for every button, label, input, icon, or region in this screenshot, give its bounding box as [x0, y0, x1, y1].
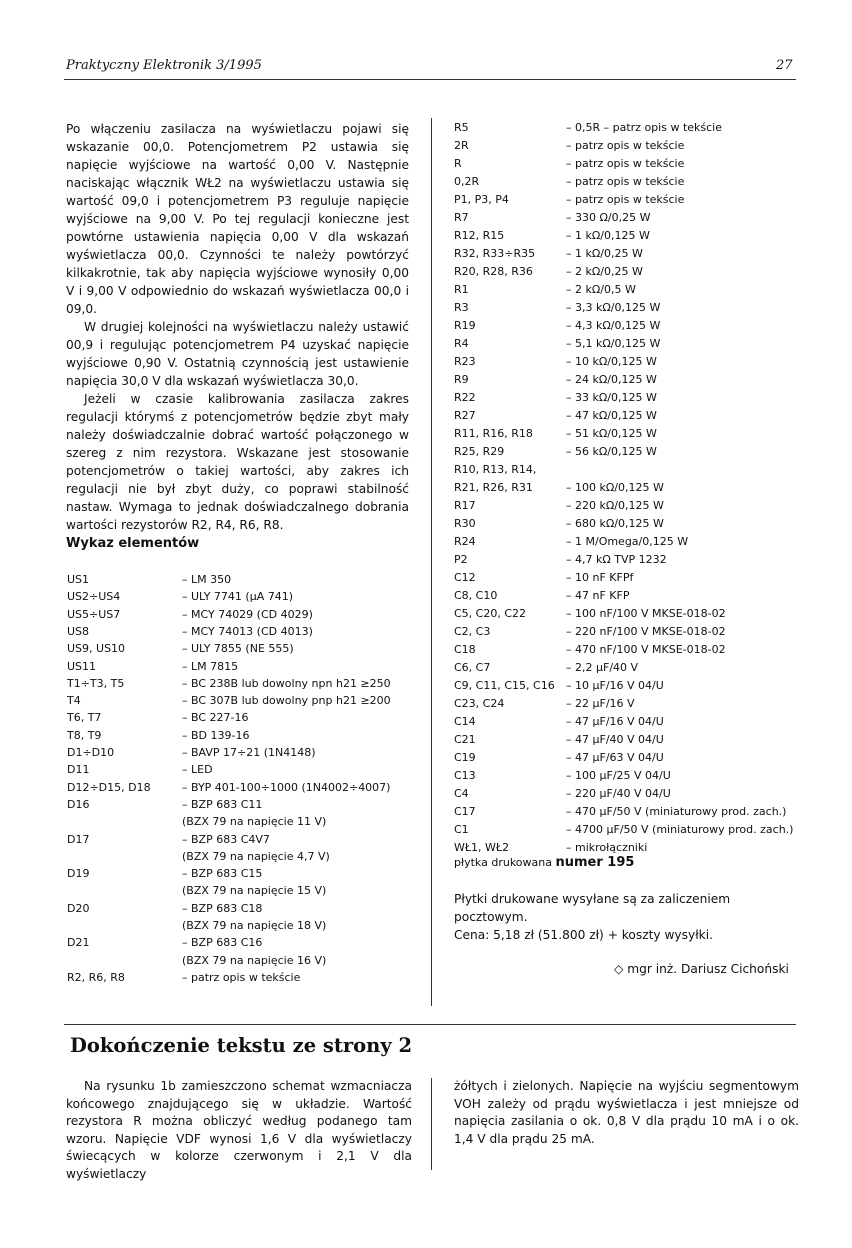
part-ref: R20, R28, R36	[454, 265, 533, 278]
shipping-text: Płytki drukowane wysyłane są za zaliczeniem pocztowym.	[454, 892, 731, 924]
part-value: – 1 kΩ/0,125 W	[566, 229, 650, 242]
part-ref: R10, R13, R14,	[454, 463, 537, 476]
part-ref: US11	[67, 659, 97, 673]
part-ref: T4	[67, 694, 81, 708]
part-ref: R5	[454, 121, 469, 134]
part-ref: R12, R15	[454, 229, 505, 242]
part-value: – 10 kΩ/0,125 W	[566, 355, 657, 368]
part-value: – 100 μF/25 V 04/U	[566, 769, 671, 782]
paragraph: Jeżeli w czasie kalibrowania zasilacza zakres regulacji którymś z potencjometrów będzie zbyt mały należy doświadczalnie dobrać wartość połączonego w szereg z nim rezystora. Wskazane jest stosowanie potencjometrów o takiej wartości, aby zakres ich regulacji nie był zbyt duży, co poprawi stabilność nastaw. Wymaga to jednak doświadczalnego dobrania wartości rezystorów R2, R4, R6, R8.	[66, 392, 409, 532]
part-ref: R21, R26, R31	[454, 481, 533, 494]
continuation-left-text: Na rysunku 1b zamieszczono schemat wzmacniacza końcowego znajdującego się w układzie. Wartość rezystora R można obliczyć według podanego tam wzoru. Napięcie VDF wynosi 1,6 V dla wyświetlaczy świecących w kolorze czerwonym i 2,1 V dla wyświetlaczy	[66, 1079, 412, 1181]
part-value: (BZX 79 na napięcie 15 V)	[182, 884, 327, 898]
part-ref: R22	[454, 391, 476, 404]
part-ref: T8, T9	[67, 728, 102, 742]
part-ref: R19	[454, 319, 476, 332]
part-ref: C4	[454, 787, 469, 800]
part-value: – 10 nF KFPf	[566, 571, 634, 584]
paragraph: Po włączeniu zasilacza na wyświetlaczu pojawi się wskazanie 00,0. Potencjometrem P2 ustawia się napięcie wyjściowe na wartość 0,00 V. Następnie naciskając włącznik WŁ2 na wyświetlaczu ustawia się wartość 09,0 i potencjometrem P3 reguluje napięcie wyjściowe na 9,00 V. Po tej regulacji konieczne jest powtórne ustawienia napięcia 0,00 V dla wskazań wyświetlacza 00,0. Czynności te należy powtórzyć kilkakrotnie, tak aby napięcia wyjściowe wynosiły 0,00 V i 9,00 V odpowiednio do wskazań wyświetlacza 00,0 i 09,0.	[66, 122, 409, 316]
part-ref: C13	[454, 769, 476, 782]
part-ref: D21	[67, 936, 90, 950]
column-divider-bottom	[431, 1078, 432, 1170]
part-value: – 0,5R – patrz opis w tekście	[566, 121, 722, 134]
part-ref: R17	[454, 499, 476, 512]
part-ref: R23	[454, 355, 476, 368]
part-ref: C23, C24	[454, 697, 505, 710]
part-value: – 47 μF/63 V 04/U	[566, 751, 664, 764]
part-value: (BZX 79 na napięcie 18 V)	[182, 919, 327, 932]
part-value: – 2 kΩ/0,5 W	[566, 283, 636, 296]
part-value: – 330 Ω/0,25 W	[566, 211, 651, 224]
part-value: – 10 μF/16 V 04/U	[566, 679, 664, 692]
part-value: – 47 μF/16 V 04/U	[566, 715, 664, 728]
part-ref: R25, R29	[454, 445, 505, 458]
part-ref: D17	[67, 832, 90, 846]
part-ref: R4	[454, 337, 469, 350]
part-value: – 33 kΩ/0,125 W	[566, 391, 657, 404]
page-number: 27	[776, 58, 793, 73]
part-ref: C9, C11, C15, C16	[454, 679, 555, 692]
part-value: – 470 nF/100 V MKSE-018-02	[566, 643, 726, 656]
part-value: – 47 μF/40 V 04/U	[566, 733, 664, 746]
part-ref: R2, R6, R8	[67, 970, 125, 984]
part-value: – BZP 683 C16	[182, 936, 263, 950]
part-ref: WŁ1, WŁ2	[454, 841, 510, 854]
part-value: – BC 227-16	[182, 711, 249, 725]
part-value: – 47 kΩ/0,125 W	[566, 409, 657, 422]
continuation-right-text: żółtych i zielonych. Napięcie na wyjściu segmentowym VOH zależy od prądu wyświetlacza i jest mniejsze od napięcia zasilania o ok. 0,8 V dla prądu 10 mA i o ok. 1,4 V dla prądu 25 mA.	[454, 1079, 799, 1146]
part-ref: T1÷T3, T5	[67, 676, 125, 690]
part-value: – 220 nF/100 V MKSE-018-02	[566, 625, 726, 638]
part-ref: T6, T7	[67, 711, 102, 725]
section-rule	[64, 1024, 796, 1025]
part-ref: R9	[454, 373, 469, 386]
part-value: – LM 7815	[182, 659, 239, 673]
parts-list-title: Wykaz elementów	[66, 536, 200, 551]
part-value: – BZP 683 C11	[182, 797, 263, 811]
part-ref: US8	[67, 624, 90, 638]
part-value: – 51 kΩ/0,125 W	[566, 427, 657, 440]
part-value: – LM 350	[182, 573, 232, 586]
part-ref: P1, P3, P4	[454, 193, 509, 206]
part-value: – 220 μF/40 V 04/U	[566, 787, 671, 800]
part-ref: C21	[454, 733, 476, 746]
part-ref: C18	[454, 643, 476, 656]
pcb-number	[454, 855, 634, 870]
part-ref: R3	[454, 301, 469, 314]
part-ref: R7	[454, 211, 469, 224]
part-ref: R1	[454, 283, 469, 296]
part-value: – MCY 74013 (CD 4013)	[182, 624, 313, 638]
part-value: – MCY 74029 (CD 4029)	[182, 607, 313, 621]
part-ref: 0,2R	[454, 175, 480, 188]
part-ref: C6, C7	[454, 661, 491, 674]
continuation-title: Dokończenie tekstu ze strony 2	[70, 1034, 413, 1057]
part-ref: 2R	[454, 139, 469, 152]
part-value: – 220 kΩ/0,125 W	[566, 499, 664, 512]
part-ref: D19	[67, 867, 90, 881]
part-value: (BZX 79 na napięcie 16 V)	[182, 953, 327, 967]
part-ref: US5÷US7	[67, 607, 121, 621]
part-ref: C17	[454, 805, 476, 818]
header-rule	[64, 79, 796, 80]
part-ref: D11	[67, 763, 90, 777]
part-ref: R	[454, 157, 462, 170]
part-value: – LED	[182, 763, 213, 777]
part-value: – BYP 401-100÷1000 (1N4002÷4007)	[182, 780, 391, 794]
part-value: – BZP 683 C18	[182, 901, 263, 915]
part-value: – patrz opis w tekście	[182, 970, 301, 984]
part-ref: C12	[454, 571, 476, 584]
part-ref: D12÷D15, D18	[67, 780, 151, 794]
part-ref: US9, US10	[67, 642, 126, 656]
part-value: – 4,3 kΩ/0,125 W	[566, 319, 661, 332]
part-value: – 100 kΩ/0,125 W	[566, 481, 664, 494]
part-value: – mikrołączniki	[566, 841, 648, 854]
pcb-prefix: płytka drukowana	[454, 856, 556, 869]
part-value: – patrz opis w tekście	[566, 139, 685, 152]
pcb-number-value: numer 195	[555, 855, 635, 870]
part-value: – 4700 μF/50 V (miniaturowy prod. zach.)	[566, 823, 794, 836]
part-value: – 2,2 μF/40 V	[566, 661, 639, 674]
part-ref: US2÷US4	[67, 590, 121, 604]
part-value: – patrz opis w tekście	[566, 175, 685, 188]
part-value: – 100 nF/100 V MKSE-018-02	[566, 607, 726, 620]
journal-title: Praktyczny Elektronik 3/1995	[66, 58, 262, 73]
part-value: – 22 μF/16 V	[566, 697, 635, 710]
part-ref: D16	[67, 797, 90, 811]
part-ref: D1÷D10	[67, 746, 115, 759]
part-ref: C19	[454, 751, 476, 764]
part-ref: R27	[454, 409, 476, 422]
part-value: – 1 kΩ/0,25 W	[566, 247, 643, 260]
part-value: – 3,3 kΩ/0,125 W	[566, 301, 661, 314]
shipping-info	[454, 890, 799, 944]
part-value: – 4,7 kΩ TVP 1232	[566, 553, 667, 566]
part-ref: C1	[454, 823, 469, 836]
part-value: – 56 kΩ/0,125 W	[566, 445, 657, 458]
part-value: – 47 nF KFP	[566, 589, 630, 602]
part-value: (BZX 79 na napięcie 4,7 V)	[182, 849, 330, 863]
part-value: – BC 238B lub dowolny npn h21 ≥250	[182, 676, 391, 690]
part-value: (BZX 79 na napięcie 11 V)	[182, 815, 327, 829]
part-value: – patrz opis w tekście	[566, 193, 685, 206]
part-value: – BZP 683 C15	[182, 867, 263, 881]
part-value: – 470 μF/50 V (miniaturowy prod. zach.)	[566, 805, 787, 818]
part-value: – BC 307B lub dowolny pnp h21 ≥200	[182, 694, 391, 708]
part-value: – 24 kΩ/0,125 W	[566, 373, 657, 386]
part-ref: R24	[454, 535, 476, 548]
part-ref: R32, R33÷R35	[454, 247, 536, 260]
author-signature: ◇ mgr inż. Dariusz Cichoński	[614, 962, 789, 976]
part-ref: US1	[67, 573, 90, 586]
paragraph: W drugiej kolejności na wyświetlaczu należy ustawić 00,9 i regulując potencjometrem P4 uzyskać napięcie wyjściowe 0,90 V. Ostatnią czynnością jest ustawienie napięcia 30,0 V dla wskazań wyświetlacza 30,0.	[66, 320, 409, 388]
part-ref: C2, C3	[454, 625, 491, 638]
part-value: – 680 kΩ/0,125 W	[566, 517, 664, 530]
part-value: – 2 kΩ/0,25 W	[566, 265, 643, 278]
part-ref: C14	[454, 715, 476, 728]
intro-text	[66, 120, 409, 534]
part-ref: C5, C20, C22	[454, 607, 527, 620]
part-ref: R30	[454, 517, 476, 530]
part-ref: D20	[67, 901, 90, 915]
part-value: – patrz opis w tekście	[566, 157, 685, 170]
part-ref: C8, C10	[454, 589, 498, 602]
part-value: – ULY 7855 (NE 555)	[182, 642, 294, 656]
part-value: – BD 139-16	[182, 728, 250, 742]
part-value: – 1 M/Omega/0,125 W	[566, 535, 689, 548]
part-ref: P2	[454, 553, 468, 566]
part-value: – BAVP 17÷21 (1N4148)	[182, 746, 316, 759]
column-divider-top	[431, 118, 432, 1006]
part-value: – BZP 683 C4V7	[182, 832, 270, 846]
part-value: – 5,1 kΩ/0,125 W	[566, 337, 661, 350]
part-ref: R11, R16, R18	[454, 427, 533, 440]
part-value: – ULY 7741 (μA 741)	[182, 590, 294, 604]
price-text: Cena: 5,18 zł (51.800 zł) + koszty wysyłki.	[454, 928, 713, 942]
